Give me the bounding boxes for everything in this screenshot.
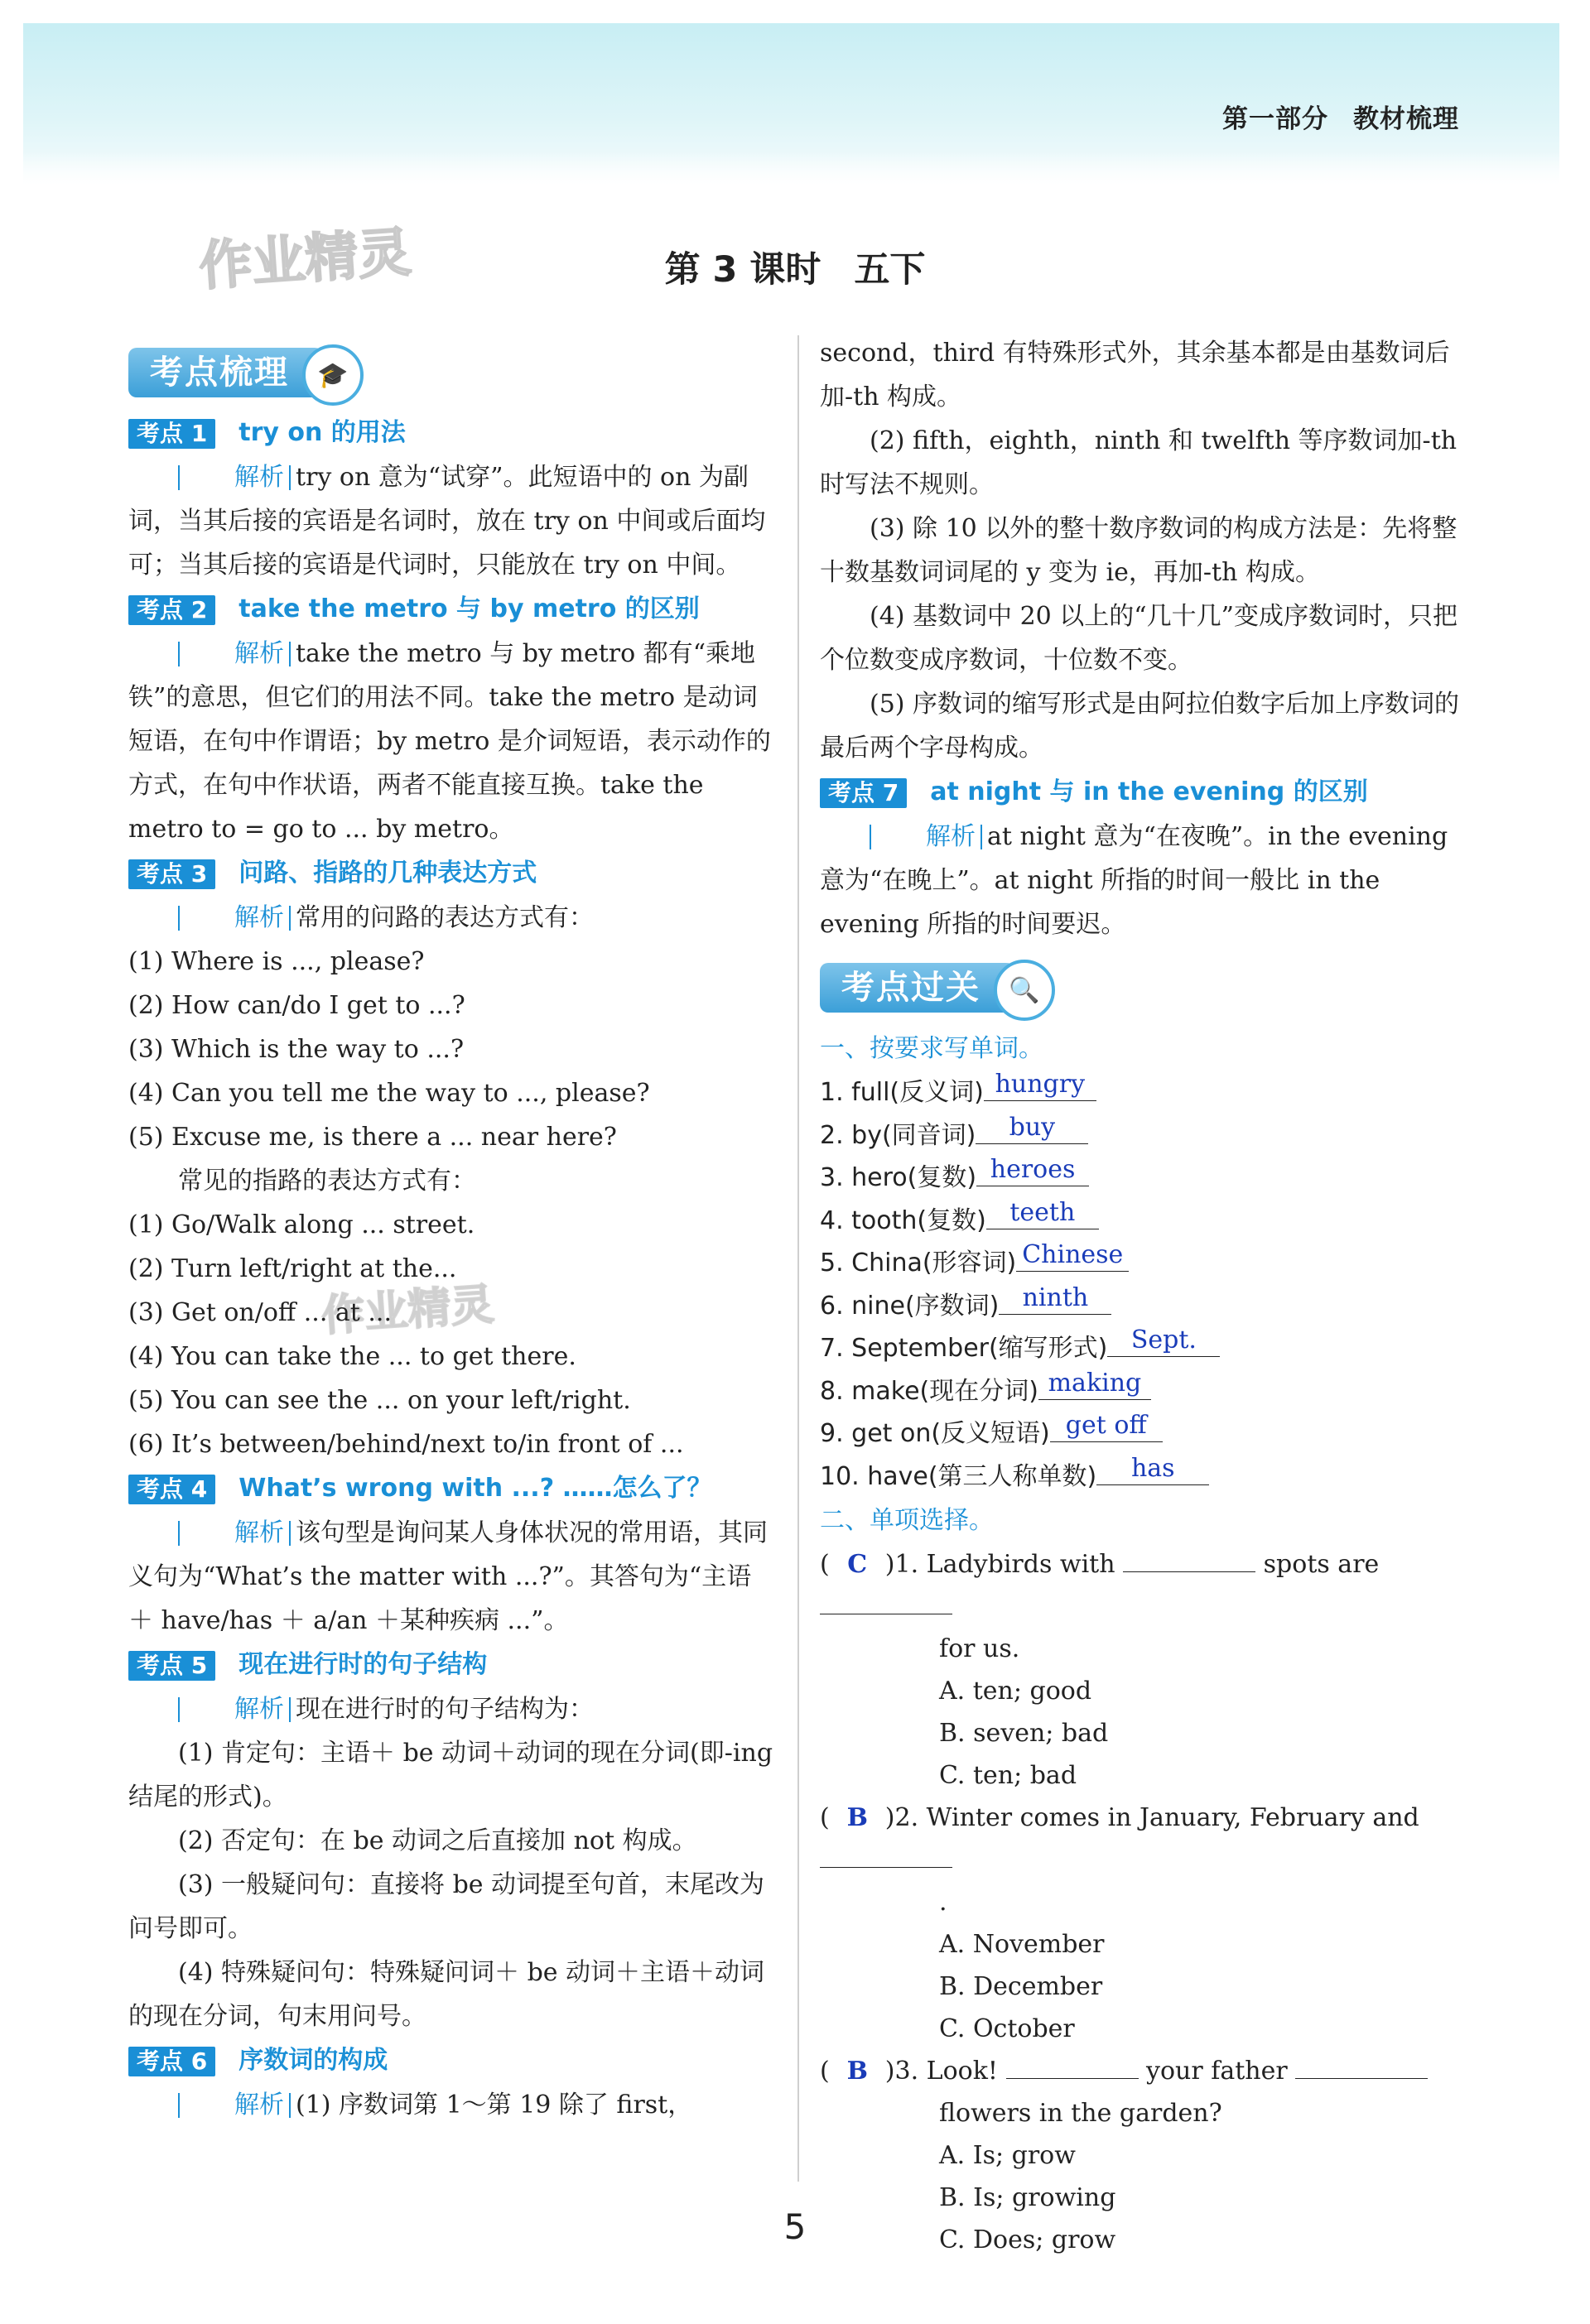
- word-prompt: 10. have(第三人称单数): [820, 1461, 1097, 1491]
- point-title: 序数词的构成: [238, 2046, 388, 2075]
- question-stem: ( B )2. Winter comes in January, February and: [820, 1797, 1466, 1881]
- word-item: [820, 1157, 1466, 1200]
- graduation-cap-icon: 🎓: [302, 344, 364, 406]
- point-body-4: [128, 1511, 776, 1643]
- word-item: [820, 1453, 1466, 1499]
- point-heading-2: [128, 587, 776, 632]
- word-exercise-list: [820, 1071, 1466, 1498]
- point-tag: 考点 2: [128, 595, 215, 625]
- word-prompt: 7. September(缩写形式): [820, 1334, 1108, 1363]
- section-title: 考点梳理: [128, 348, 339, 397]
- answer-blank[interactable]: Chinese: [1016, 1239, 1129, 1272]
- answer-choice[interactable]: B: [846, 2057, 868, 2086]
- point-text: 现在进行时的句子结构为：: [296, 1695, 594, 1724]
- option[interactable]: B. December: [939, 1972, 1103, 2001]
- list-item: (4) 特殊疑问句：特殊疑问词＋ be 动词＋主语＋动词的现在分词，句末用问号。: [128, 1958, 765, 2031]
- analysis-label: 解析: [178, 906, 291, 931]
- option[interactable]: B. Is; growing: [939, 2183, 1116, 2212]
- list-item: (6) It’s between/behind/next to/in front of ...: [128, 1430, 684, 1459]
- word-prompt: 8. make(现在分词): [820, 1376, 1038, 1406]
- watermark-logo: 作业精灵: [197, 222, 413, 298]
- left-column: [128, 331, 776, 2127]
- blank-line[interactable]: [1123, 1571, 1255, 1572]
- answer-blank[interactable]: has: [1096, 1453, 1209, 1485]
- point-title: What’s wrong with ...? ……怎么了？: [238, 1474, 712, 1503]
- list-item: (2) How can/do I get to ...?: [128, 991, 465, 1020]
- right-column: [820, 331, 1466, 2261]
- exercise-heading-choice: 二、单项选择。: [820, 1506, 994, 1535]
- point-title: 现在进行时的句子结构: [238, 1650, 488, 1679]
- header-section: 教材梳理: [1353, 104, 1459, 134]
- question-text: .: [939, 1888, 947, 1917]
- blank-line[interactable]: [820, 1867, 952, 1868]
- list-intro: 常见的指路的表达方式有：: [178, 1167, 476, 1196]
- point-text: 常用的问路的表达方式有：: [296, 903, 594, 932]
- section-title: 考点过关: [820, 963, 1030, 1013]
- point-body-7: [820, 815, 1466, 946]
- word-item: [820, 1114, 1466, 1157]
- list-item: (4) 基数词中 20 以上的“几十几”变成序数词时，只把个位数变成序数词，十位数不变。: [820, 602, 1458, 675]
- analysis-label: 解析: [178, 1697, 291, 1722]
- watermark-logo-center: 作业精灵: [320, 1279, 496, 1342]
- page-number: 5: [783, 2206, 807, 2247]
- column-divider: [797, 335, 799, 2182]
- list-item: (2) 否定句：在 be 动词之后直接加 not 构成。: [178, 1826, 697, 1855]
- word-prompt: 3. hero(复数): [820, 1163, 977, 1192]
- word-item: [820, 1242, 1466, 1285]
- unit-name: 五下: [854, 249, 926, 291]
- point-body-5: [128, 1687, 776, 1731]
- point-body-1: [128, 455, 776, 587]
- word-prompt: 2. by(同音词): [820, 1120, 976, 1150]
- list-item: (1) Go/Walk along ... street.: [128, 1210, 475, 1239]
- list-item: (5) Excuse me, is there a ... near here?: [128, 1123, 617, 1152]
- point-text: 该句型是询问某人身体状况的常用语，其同义句为“What’s the matter with ...?”。其答句为“主语＋ have/has ＋ a/an ＋某种疾病 ...”。: [128, 1518, 768, 1635]
- option[interactable]: A. ten; good: [939, 1677, 1092, 1706]
- page-title: [0, 242, 1590, 292]
- word-item: [820, 1370, 1466, 1413]
- point-tag: 考点 4: [128, 1475, 215, 1504]
- point-text: try on 意为“试穿”。此短语中的 on 为副词，当其后接的宾语是名词时，放在 try on 中间或后面均可；当其后接的宾语是代词时，只能放在 try on 中间。: [128, 463, 766, 580]
- answer-blank[interactable]: hungry: [984, 1069, 1096, 1101]
- question-text: your father: [1146, 2057, 1288, 2086]
- list-item: (4) Can you tell me the way to ..., please?: [128, 1079, 650, 1108]
- option[interactable]: A. November: [939, 1930, 1105, 1959]
- answer-blank[interactable]: teeth: [986, 1197, 1099, 1229]
- blank-line[interactable]: [1295, 2078, 1428, 2079]
- point-title: 问路、指路的几种表达方式: [238, 859, 537, 888]
- word-prompt: 1. full(反义词): [820, 1078, 984, 1107]
- analysis-label: 解析: [178, 2093, 291, 2118]
- question-text: spots are: [1263, 1550, 1380, 1579]
- word-prompt: 5. China(形容词): [820, 1249, 1017, 1277]
- analysis-label: 解析: [178, 642, 291, 666]
- word-prompt: 4. tooth(复数): [820, 1205, 986, 1235]
- point-text: (1) 序数词第 1～第 19 除了 first，: [296, 2091, 693, 2120]
- question-text: Look!: [926, 2057, 998, 2086]
- point-heading-4: [128, 1466, 776, 1511]
- list-item: (3) Which is the way to ...?: [128, 1035, 465, 1064]
- question-stem: ( C )1. Ladybirds with spots are: [820, 1543, 1466, 1628]
- blank-line[interactable]: [1006, 2078, 1139, 2079]
- answer-blank[interactable]: get off: [1050, 1410, 1163, 1442]
- analysis-label: 解析: [870, 825, 982, 849]
- list-item: (5) 序数词的缩写形式是由阿拉伯数字后加上序数词的最后两个字母构成。: [820, 690, 1460, 763]
- point-heading-3: [128, 851, 776, 896]
- point-tag: 考点 6: [128, 2047, 215, 2076]
- option[interactable]: C. Does; grow: [939, 2225, 1116, 2254]
- list-item: (5) You can see the ... on your left/right.: [128, 1386, 631, 1415]
- list-item: (4) You can take the ... to get there.: [128, 1342, 576, 1371]
- list-item: (2) Turn left/right at the...: [128, 1254, 457, 1283]
- answer-blank[interactable]: buy: [976, 1112, 1088, 1144]
- option[interactable]: C. October: [939, 2014, 1075, 2043]
- word-prompt: 6. nine(序数词): [820, 1291, 1000, 1321]
- point-heading-7: [820, 770, 1466, 815]
- question-text: for us.: [939, 1634, 1020, 1663]
- point-tag: 考点 1: [128, 419, 215, 449]
- point-tag: 考点 3: [128, 859, 215, 889]
- lesson-number: 第 3 课时: [664, 249, 822, 291]
- analysis-label: 解析: [178, 465, 291, 490]
- list-item: (3) 一般疑问句：直接将 be 动词提至句首，末尾改为问号即可。: [128, 1870, 765, 1943]
- point-tag: 考点 7: [820, 778, 907, 808]
- point-title: at night 与 in the evening 的区别: [930, 777, 1368, 806]
- point-heading-1: [128, 411, 776, 455]
- running-header: [1222, 98, 1459, 135]
- list-item: (3) Get on/off ... at ...: [128, 1298, 392, 1327]
- question-number: 1.: [894, 1550, 919, 1579]
- option[interactable]: A. Is; grow: [939, 2141, 1076, 2170]
- answer-blank[interactable]: heroes: [976, 1154, 1089, 1186]
- list-item: (2) fifth，eighth，ninth 和 twelfth 等序数词加-th 时写法不规则。: [820, 426, 1458, 499]
- point-text: take the metro 与 by metro 都有“乘地铁”的意思，但它们的用法不同。take the metro 是动词短语，在句中作谓语；by metro 是介词短语，表示动作的方式，在句中作状语，两者不能直接互换。take the metro to = go to ... by metro。: [128, 639, 771, 844]
- option[interactable]: B. seven; bad: [939, 1719, 1109, 1748]
- question-number: 3.: [894, 2057, 919, 2086]
- answer-blank[interactable]: Sept.: [1107, 1325, 1220, 1357]
- option[interactable]: C. ten; bad: [939, 1761, 1077, 1790]
- word-item: [820, 1071, 1466, 1114]
- section-badge-points: [128, 348, 349, 399]
- point-heading-5: [128, 1643, 776, 1687]
- list-item: (1) 肯定句：主语＋ be 动词＋动词的现在分词(即-ing 结尾的形式)。: [128, 1739, 773, 1812]
- point-text: at night 意为“在夜晚”。in the evening 意为“在晚上”。at night 所指的时间一般比 in the evening 所指的时间要迟。: [820, 822, 1448, 939]
- point-title: take the metro 与 by metro 的区别: [238, 594, 700, 623]
- list-item: (1) Where is ..., please?: [128, 947, 425, 976]
- multiple-choice-list: [820, 1543, 1466, 2261]
- answer-blank[interactable]: ninth: [999, 1282, 1111, 1315]
- section-badge-practice: [820, 963, 1040, 1014]
- point-body-6-continued: second，third 有特殊形式外，其余基本都是由基数词后加-th 构成。: [820, 339, 1450, 411]
- answer-choice[interactable]: B: [846, 1803, 868, 1832]
- exercise-heading-words: 一、按要求写单词。: [820, 1034, 1043, 1063]
- answer-choice[interactable]: C: [847, 1550, 868, 1579]
- point-tag: 考点 5: [128, 1651, 215, 1681]
- word-item: [820, 1197, 1466, 1243]
- analysis-label: 解析: [178, 1521, 291, 1546]
- question-stem: ( B )3. Look! your father: [820, 2050, 1466, 2092]
- point-body-6: [128, 2083, 776, 2127]
- question-text: flowers in the garden?: [939, 2099, 1222, 2128]
- point-body-2: [128, 632, 776, 851]
- point-title: try on 的用法: [238, 418, 406, 447]
- list-item: (3) 除 10 以外的整十数序数词的构成方法是：先将整十数基数词词尾的 y 变为 ie，再加-th 构成。: [820, 514, 1458, 587]
- answer-blank[interactable]: making: [1038, 1368, 1151, 1400]
- question-number: 2.: [894, 1803, 919, 1832]
- word-item: [820, 1412, 1466, 1456]
- question-text: Ladybirds with: [926, 1550, 1115, 1579]
- word-prompt: 9. get on(反义短语): [820, 1419, 1050, 1448]
- word-item: [820, 1282, 1466, 1328]
- header-part: 第一部分: [1222, 104, 1328, 134]
- word-item: [820, 1327, 1466, 1370]
- magnifier-icon: 🔍: [994, 960, 1055, 1021]
- question-text: Winter comes in January, February and: [926, 1803, 1419, 1832]
- point-body-3: [128, 896, 776, 940]
- point-heading-6: [128, 2038, 776, 2083]
